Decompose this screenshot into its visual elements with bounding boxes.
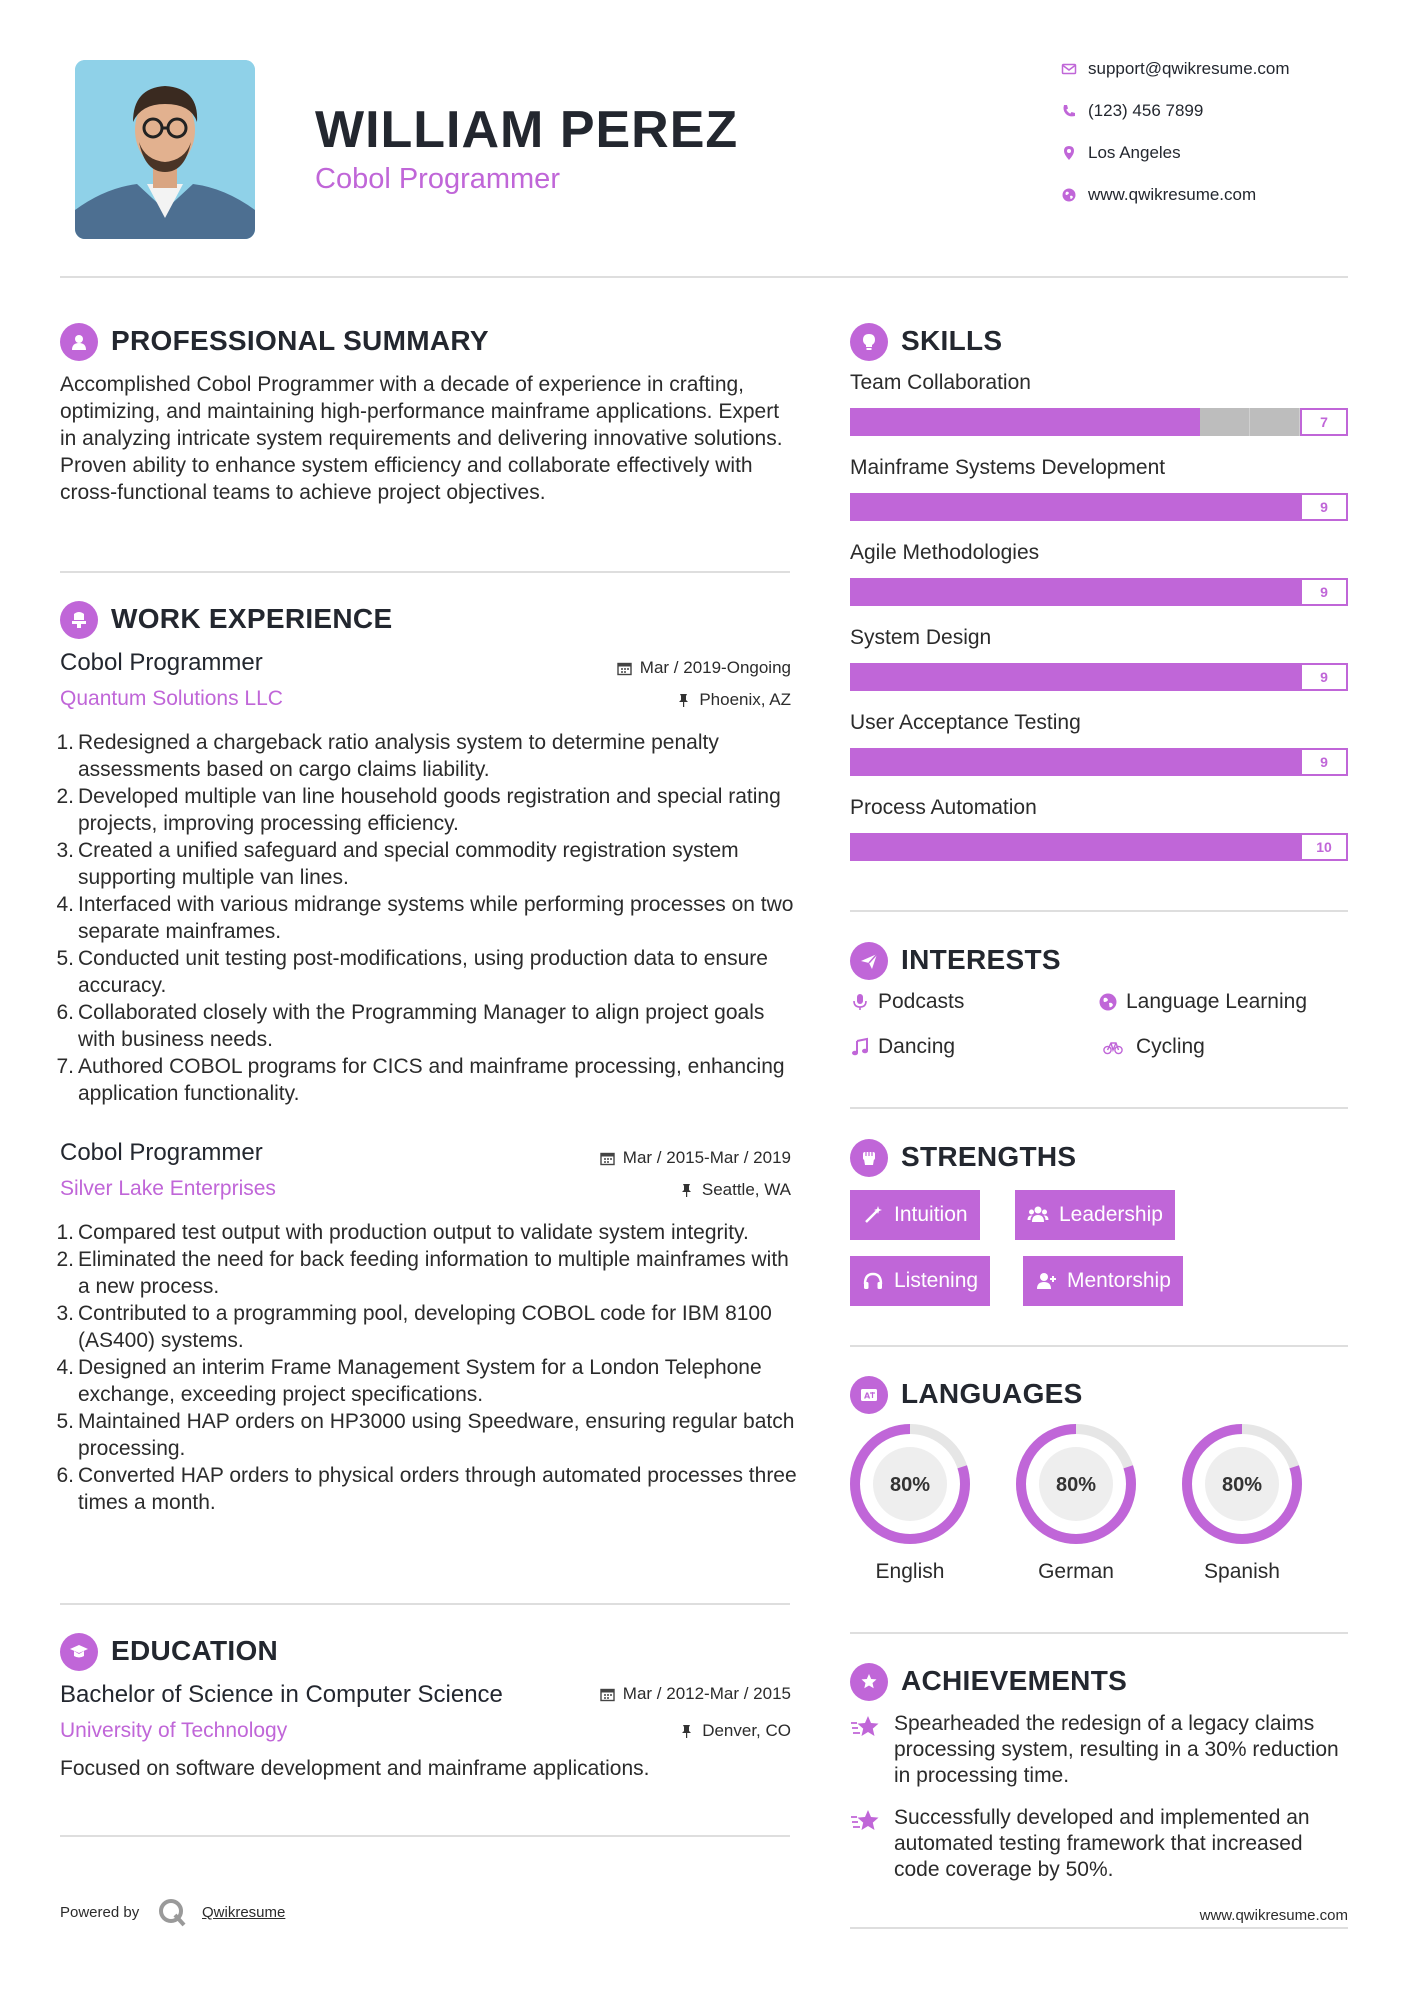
job-title: Cobol Programmer <box>60 1139 263 1166</box>
achievements-heading: ACHIEVEMENTS <box>901 1665 1128 1696</box>
skill-bar-filled-segment <box>950 408 1000 436</box>
skill-label: User Acceptance Testing <box>850 711 1081 734</box>
contact-location: Los Angeles <box>1050 140 1370 166</box>
skill-value-badge: 7 <box>1300 408 1348 436</box>
contact-phone[interactable]: (123) 456 7899 <box>1050 98 1370 124</box>
contact-website[interactable]: www.qwikresume.com <box>1050 182 1370 208</box>
skill-bar-filled-segment <box>1200 493 1250 521</box>
summary-divider <box>60 571 790 573</box>
list-item: Interfaced with various midrange systems while performing processes on two separate mainframes. <box>78 893 794 943</box>
experience-divider <box>60 1603 790 1605</box>
list-item: Created a unified safeguard and special commodity registration system supporting multiple van lines. <box>78 839 739 889</box>
footer-website[interactable]: www.qwikresume.com <box>1199 1907 1348 1924</box>
skill-bar-filled-segment <box>1050 408 1100 436</box>
job-location: Seattle, WA <box>531 1180 791 1200</box>
language-percent: 80% <box>889 1474 931 1496</box>
skill-bar-filled-segment <box>1150 408 1200 436</box>
star-icon <box>850 1807 882 1837</box>
skill-label: System Design <box>850 626 992 649</box>
powered-by-text: Powered by <box>60 1904 140 1921</box>
education-description: Focused on software development and mainframe applications. <box>60 1757 650 1780</box>
users-icon <box>1027 1204 1049 1226</box>
pushpin-icon <box>676 693 691 708</box>
strength-chip: Leadership <box>1015 1190 1175 1240</box>
skill-rating-bar <box>850 833 1348 861</box>
education-divider <box>60 1835 790 1837</box>
skills-heading: SKILLS <box>901 325 1003 356</box>
skill-bar-filled-segment <box>1050 833 1100 861</box>
skill-bar-filled-segment <box>1200 578 1250 606</box>
magic-wand-icon <box>862 1204 884 1226</box>
footer-divider <box>850 1927 1348 1929</box>
strength-chip: Mentorship <box>1023 1256 1183 1306</box>
language-percent: 80% <box>1055 1474 1097 1496</box>
experience-heading: WORK EXPERIENCE <box>111 603 393 634</box>
job-company: Silver Lake Enterprises <box>60 1177 276 1200</box>
job-company: Quantum Solutions LLC <box>60 687 283 710</box>
user-icon <box>60 323 98 361</box>
skill-bar-filled-segment <box>1000 833 1050 861</box>
skill-bar-filled-segment <box>1200 833 1250 861</box>
skill-bar-filled-segment <box>1150 578 1200 606</box>
education-date: Mar / 2012-Mar / 2015 <box>531 1684 791 1704</box>
skill-label: Process Automation <box>850 796 1037 819</box>
lightbulb-icon <box>850 323 888 361</box>
skill-bar-filled-segment <box>1250 493 1300 521</box>
header-divider <box>60 276 1348 278</box>
location-icon <box>1050 145 1088 161</box>
skill-bar-filled-segment <box>1150 833 1200 861</box>
skill-bar-filled-segment <box>1000 493 1050 521</box>
skill-label: Team Collaboration <box>850 371 1031 394</box>
language-ring <box>844 1418 976 1550</box>
language-progress-chart <box>1176 1418 1308 1550</box>
briefcase-icon <box>60 601 98 639</box>
skill-bar-filled-segment <box>950 578 1000 606</box>
list-item: Converted HAP orders to physical orders through automated processes three times a month. <box>78 1464 797 1514</box>
language-percent: 80% <box>1221 1474 1263 1496</box>
graduation-icon <box>60 1633 98 1671</box>
skill-bar-filled-segment <box>850 578 900 606</box>
list-item: Conducted unit testing post-modifications, using production data to ensure accuracy. <box>78 947 768 997</box>
paper-plane-icon <box>850 942 888 980</box>
svg-text:A: A <box>864 1391 871 1401</box>
language-ring <box>1176 1418 1308 1550</box>
skill-bar-filled-segment <box>1050 748 1100 776</box>
star-icon <box>850 1713 882 1743</box>
phone-icon <box>1050 103 1088 119</box>
skill-bar-filled-segment <box>850 663 900 691</box>
language-label: Spanish <box>1204 1560 1280 1583</box>
skill-bar-filled-segment <box>1250 748 1300 776</box>
language-icon <box>850 1376 888 1414</box>
skill-bar-filled-segment <box>1200 748 1250 776</box>
job-date: Mar / 2019-Ongoing <box>531 658 791 678</box>
language-label: English <box>875 1560 945 1583</box>
bicycle-icon <box>1098 1037 1128 1057</box>
interest-item: Podcasts <box>850 990 964 1014</box>
skill-bar-filled-segment <box>1050 663 1100 691</box>
skill-bar-filled-segment <box>1000 408 1050 436</box>
language-progress-chart <box>1010 1418 1142 1550</box>
list-item: Collaborated closely with the Programming Manager to align project goals with business needs. <box>78 1001 765 1051</box>
interest-item: Cycling <box>1098 1035 1205 1059</box>
calendar-icon <box>600 1151 615 1166</box>
summary-heading: PROFESSIONAL SUMMARY <box>111 325 489 356</box>
skill-label: Mainframe Systems Development <box>850 456 1166 479</box>
skill-bar-filled-segment <box>1150 748 1200 776</box>
skill-bar-filled-segment <box>900 408 950 436</box>
summary-text: Accomplished Cobol Programmer with a decade of experience in crafting, optimizing, and maintaining high-performance mainframe applications. Expert in analyzing intricate system requirements and delivering innovative solutions. Proven ability to enhance system efficiency and collaborate effectively with cross-functional teams to achieve project objectives. <box>60 373 783 504</box>
skill-bar-filled-segment <box>1050 493 1100 521</box>
skill-bar-filled-segment <box>900 833 950 861</box>
user-plus-icon <box>1035 1270 1057 1292</box>
skill-bar-filled-segment <box>1250 578 1300 606</box>
calendar-icon <box>617 661 632 676</box>
skill-bar-filled-segment <box>1100 408 1150 436</box>
pushpin-icon <box>679 1724 694 1739</box>
qwikresume-logo-icon <box>157 1897 187 1927</box>
skill-bar-filled-segment <box>950 663 1000 691</box>
mail-icon <box>1050 61 1088 77</box>
skill-bar-filled-segment <box>900 748 950 776</box>
skill-bar-filled-segment <box>1050 578 1100 606</box>
skill-bar-filled-segment <box>1150 663 1200 691</box>
skill-bar-filled-segment <box>1000 748 1050 776</box>
list-item: Compared test output with production output to validate system integrity. <box>78 1221 749 1244</box>
contact-email[interactable]: support@qwikresume.com <box>1050 56 1370 82</box>
achievement-item: Successfully developed and implemented an automated testing framework that increased code coverage by 50%. <box>850 1805 1348 1883</box>
skill-bar-filled-segment <box>850 748 900 776</box>
skill-bar-filled-segment <box>850 408 900 436</box>
education-location: Denver, CO <box>531 1721 791 1741</box>
achievement-item: Spearheaded the redesign of a legacy claims processing system, resulting in a 30% reduction in processing time. <box>850 1711 1348 1789</box>
list-item: Designed an interim Frame Management System for a London Telephone exchange, exceeding project specifications. <box>78 1356 762 1406</box>
skill-rating-bar <box>850 493 1348 521</box>
fist-icon <box>850 1139 888 1177</box>
skill-bar-filled-segment <box>950 493 1000 521</box>
skill-bar-empty-segment <box>1200 408 1250 436</box>
job-bullets <box>60 1219 800 1516</box>
skill-bar-filled-segment <box>1250 833 1300 861</box>
skill-bar-filled-segment <box>950 748 1000 776</box>
pushpin-icon <box>679 1183 694 1198</box>
skill-bar-filled-segment <box>900 663 950 691</box>
candidate-title: Cobol Programmer <box>315 163 560 195</box>
interests-heading: INTERESTS <box>901 944 1061 975</box>
skill-value-badge: 9 <box>1300 748 1348 776</box>
languages-divider <box>850 1632 1348 1634</box>
skill-bar-filled-segment <box>850 833 900 861</box>
globe-icon <box>1050 187 1088 203</box>
job-title: Cobol Programmer <box>60 649 263 676</box>
qwikresume-link[interactable]: Qwikresume <box>202 1904 286 1921</box>
language-ring <box>1010 1418 1142 1550</box>
school-name: University of Technology <box>60 1719 288 1742</box>
skill-bar-empty-segment <box>1250 408 1300 436</box>
list-item: Redesigned a chargeback ratio analysis system to determine penalty assessments based on cargo claims liability. <box>78 731 719 781</box>
skill-bar-filled-segment <box>1100 663 1150 691</box>
skill-value-badge: 10 <box>1300 833 1348 861</box>
languages-heading: LANGUAGES <box>901 1378 1083 1409</box>
skill-value-badge: 9 <box>1300 578 1348 606</box>
job-date: Mar / 2015-Mar / 2019 <box>531 1148 791 1168</box>
list-item: Maintained HAP orders on HP3000 using Speedware, ensuring regular batch processing. <box>78 1410 795 1460</box>
skill-bar-filled-segment <box>1100 748 1150 776</box>
list-item: Authored COBOL programs for CICS and mainframe processing, enhancing application functionality. <box>78 1055 785 1105</box>
skill-bar-filled-segment <box>900 578 950 606</box>
trophy-icon <box>850 1663 888 1701</box>
list-item: Developed multiple van line household goods registration and special rating projects, improving processing efficiency. <box>78 785 781 835</box>
skill-bar-filled-segment <box>1200 663 1250 691</box>
skills-divider <box>850 910 1348 912</box>
education-heading: EDUCATION <box>111 1635 279 1666</box>
strengths-heading: STRENGTHS <box>901 1141 1077 1172</box>
skill-bar-filled-segment <box>1250 663 1300 691</box>
strengths-divider <box>850 1345 1348 1347</box>
list-item: Eliminated the need for back feeding information to multiple mainframes with a new process. <box>78 1248 789 1298</box>
skill-rating-bar <box>850 408 1348 436</box>
skill-rating-bar <box>850 578 1348 606</box>
skill-bar-filled-segment <box>1000 663 1050 691</box>
profile-photo <box>75 60 255 239</box>
skill-bar-filled-segment <box>1150 493 1200 521</box>
skill-bar-filled-segment <box>1100 493 1150 521</box>
skill-value-badge: 9 <box>1300 493 1348 521</box>
strength-chip: Listening <box>850 1256 990 1306</box>
skill-bar-filled-segment <box>900 493 950 521</box>
headphones-icon <box>862 1270 884 1292</box>
globe-icon <box>1098 992 1118 1012</box>
interest-item: Dancing <box>850 1035 955 1059</box>
microphone-icon <box>850 992 870 1012</box>
degree-title: Bachelor of Science in Computer Science <box>60 1681 503 1708</box>
skill-rating-bar <box>850 748 1348 776</box>
music-note-icon <box>850 1037 870 1057</box>
strength-chip: Intuition <box>850 1190 980 1240</box>
language-progress-chart <box>844 1418 976 1550</box>
language-label: German <box>1038 1560 1114 1583</box>
skill-bar-filled-segment <box>850 493 900 521</box>
skill-value-badge: 9 <box>1300 663 1348 691</box>
candidate-name: WILLIAM PEREZ <box>315 101 739 159</box>
skill-bar-filled-segment <box>1100 833 1150 861</box>
skill-bar-filled-segment <box>1000 578 1050 606</box>
interest-item: Language Learning <box>1098 990 1307 1014</box>
interests-divider <box>850 1107 1348 1109</box>
job-bullets <box>60 729 800 1107</box>
skill-rating-bar <box>850 663 1348 691</box>
job-location: Phoenix, AZ <box>531 690 791 710</box>
skill-label: Agile Methodologies <box>850 541 1040 564</box>
skill-bar-filled-segment <box>950 833 1000 861</box>
skill-bar-filled-segment <box>1100 578 1150 606</box>
list-item: Contributed to a programming pool, developing COBOL code for IBM 8100 (AS400) systems. <box>78 1302 772 1352</box>
calendar-icon <box>600 1687 615 1702</box>
